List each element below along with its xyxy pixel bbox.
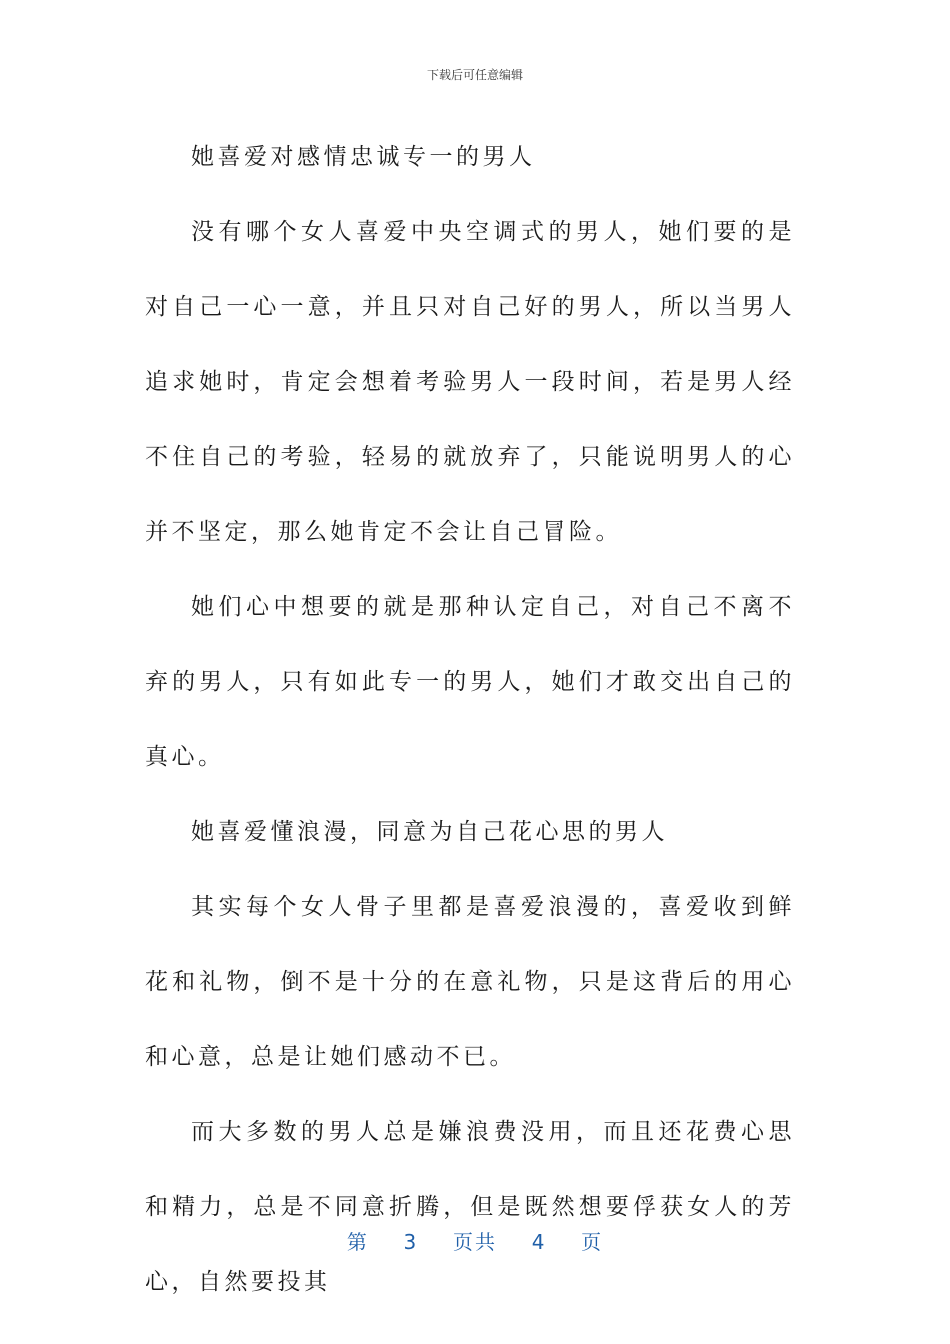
footer-middle: 页共 xyxy=(453,1230,497,1254)
paragraph-3: 其实每个女人骨子里都是喜爱浪漫的，喜爱收到鲜花和礼物，倒不是十分的在意礼物，只是这背后的用心和心意，总是让她们感动不已。 xyxy=(145,894,795,1070)
footer-total-pages: 4 xyxy=(531,1230,547,1254)
document-body xyxy=(145,120,795,1320)
paragraph-1: 没有哪个女人喜爱中央空调式的男人，她们要的是对自己一心一意，并且只对自己好的男人，所以当男人追求她时，肯定会想着考验男人一段时间，若是男人经不住自己的考验，轻易的就放弃了，只能说明男人的心并不坚定，那么她肯定不会让自己冒险。 xyxy=(145,219,795,545)
footer-current-page: 3 xyxy=(403,1230,419,1254)
paragraph-heading-1: 她喜爱对感情忠诚专一的男人 xyxy=(191,144,536,170)
header-note: 下载后可任意编辑 xyxy=(426,68,523,82)
page-number-footer xyxy=(0,1226,950,1255)
paragraph-4: 而大多数的男人总是嫌浪费没用，而且还花费心思和精力，总是不同意折腾，但是既然想要俘获女人的芳心，自然要投其 xyxy=(145,1119,795,1295)
paragraph-2: 她们心中想要的就是那种认定自己，对自己不离不弃的男人，只有如此专一的男人，她们才敢交出自己的真心。 xyxy=(145,594,795,770)
paragraph-heading-2: 她喜爱懂浪漫，同意为自己花心思的男人 xyxy=(191,819,668,845)
footer-prefix: 第 xyxy=(346,1230,369,1254)
footer-suffix: 页 xyxy=(581,1230,604,1254)
